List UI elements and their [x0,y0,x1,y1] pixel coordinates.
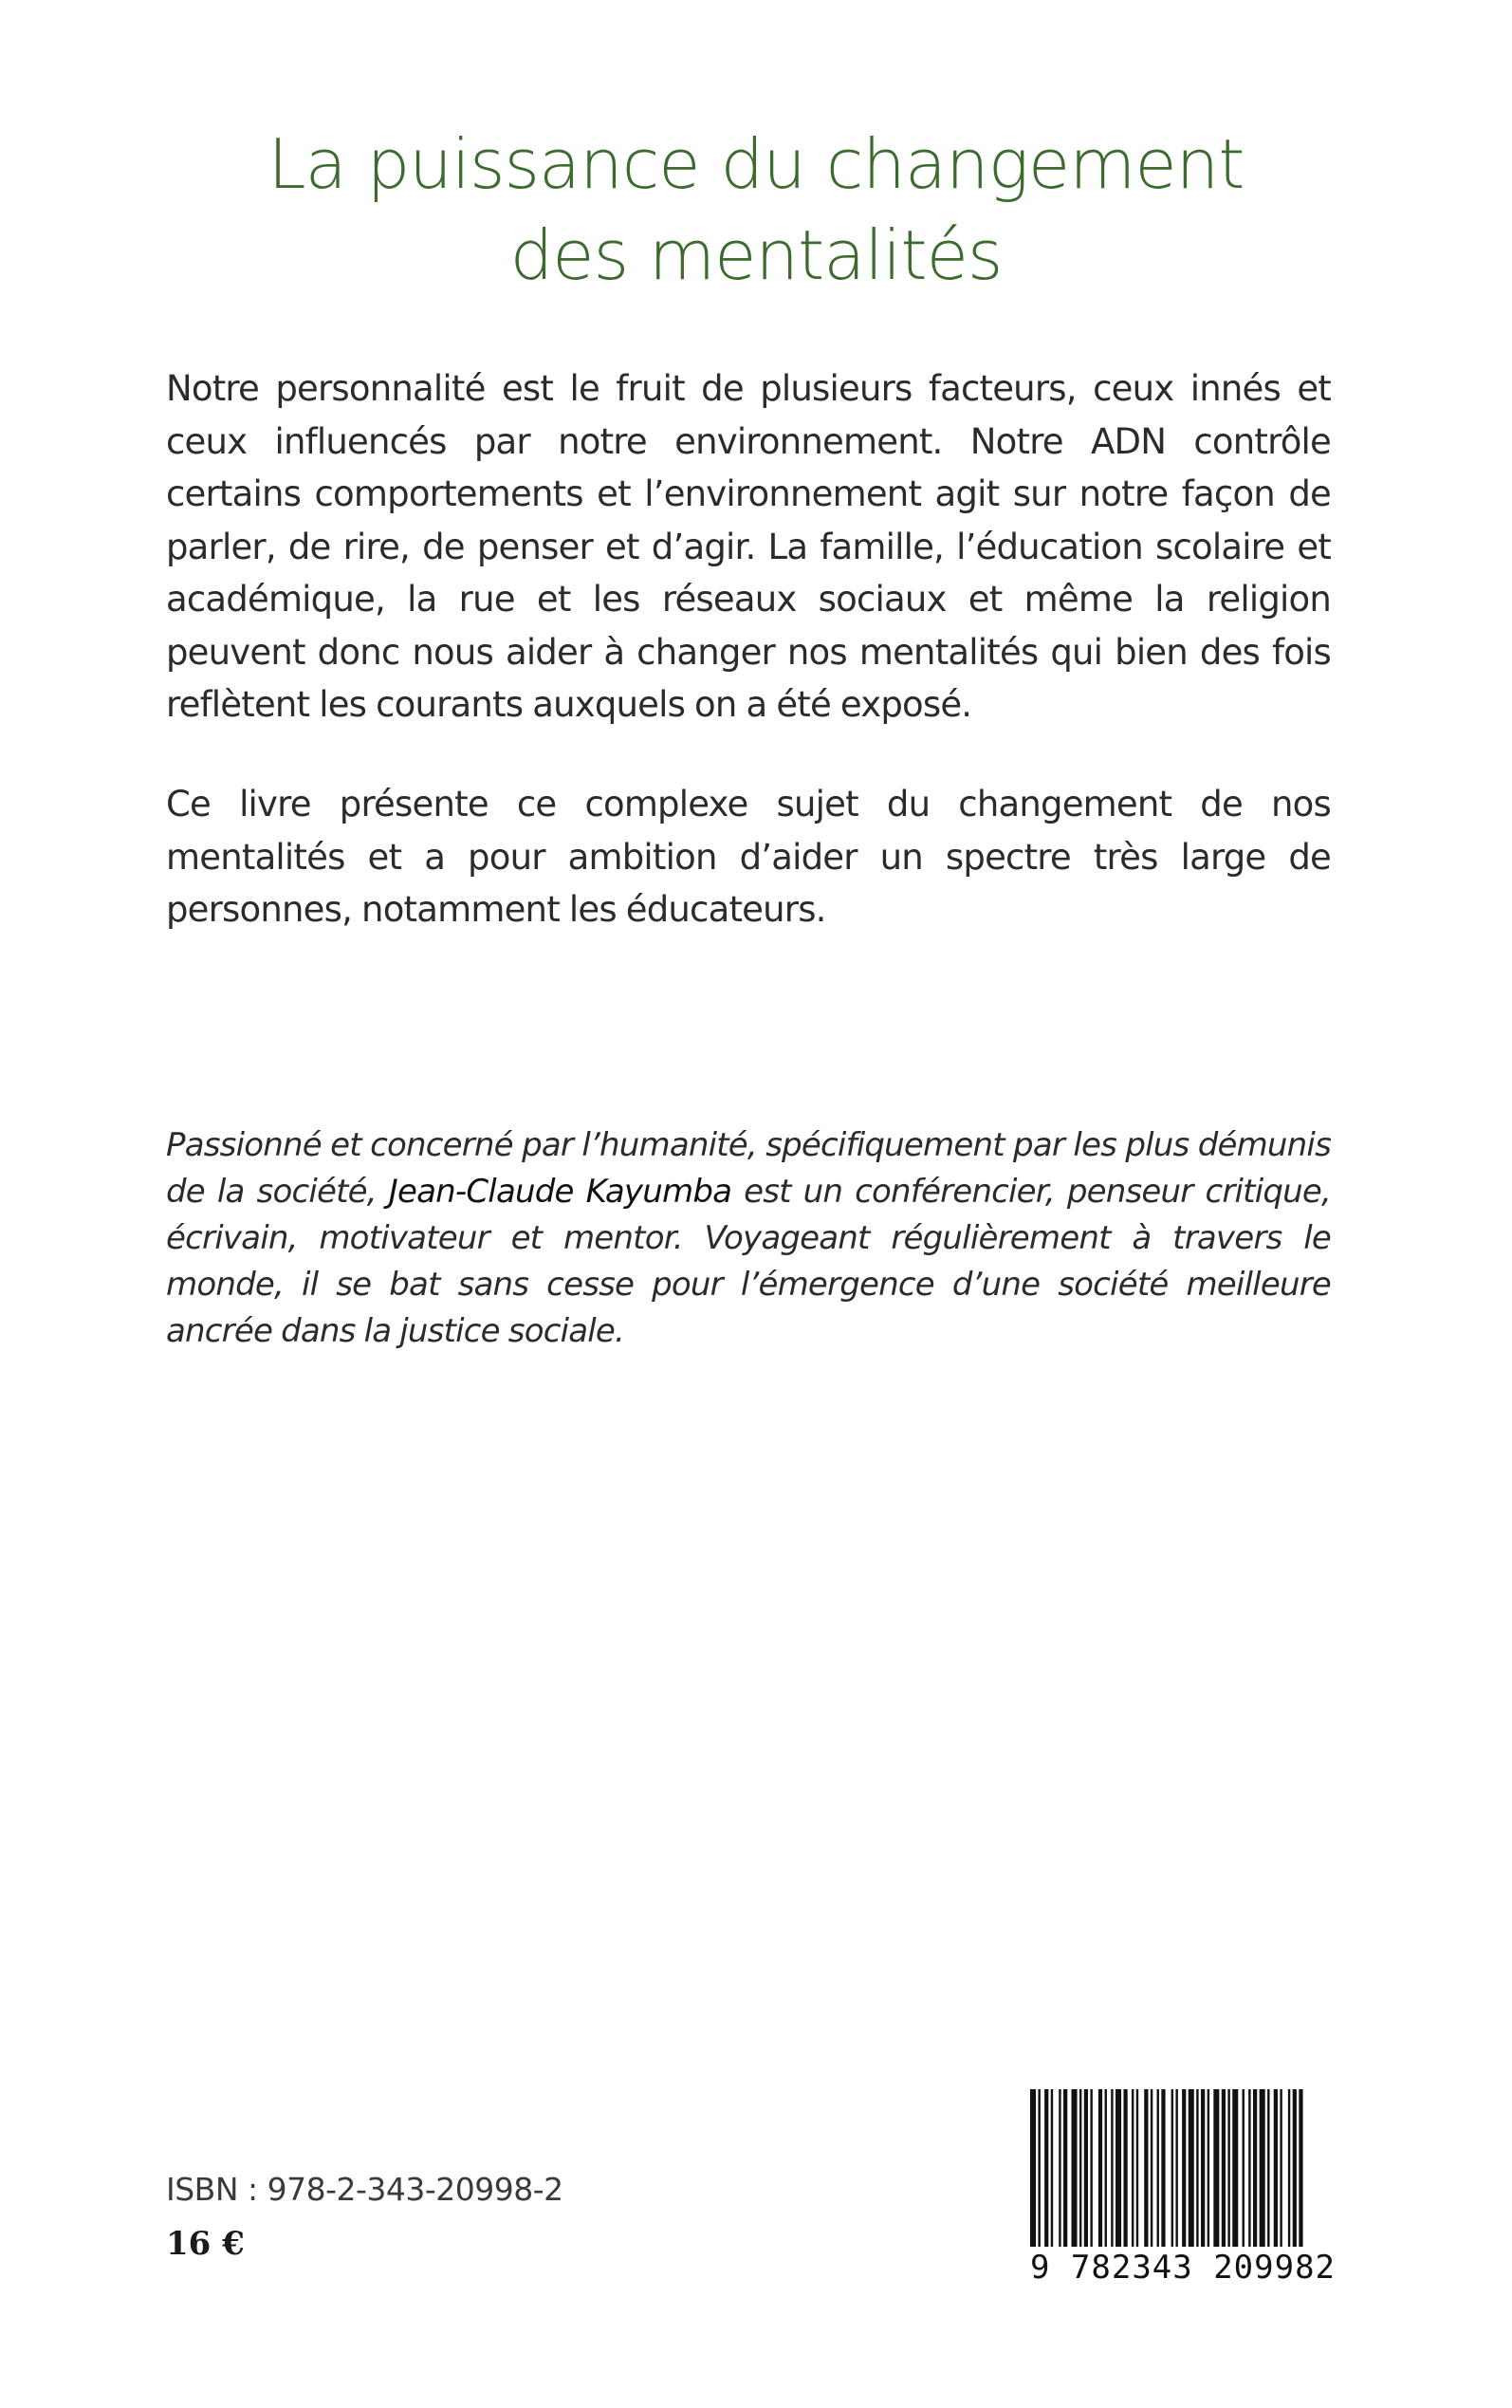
barcode-bar [1059,2089,1060,2247]
barcode-bar [1274,2089,1278,2247]
barcode-bar [1132,2089,1134,2247]
barcode-bar [1038,2089,1040,2269]
author-bio [166,1122,1331,1355]
barcode-bar [1175,2089,1177,2247]
barcode-bar [1123,2089,1127,2247]
barcode-bar [1161,2089,1165,2247]
barcode-bar [1208,2089,1209,2247]
barcode-bar [1267,2089,1269,2247]
barcode-bar [1182,2089,1186,2247]
barcode-digits: 9 782343 209982 [1026,2247,1339,2288]
barcode-bar [1248,2089,1250,2247]
author-bio-intro: Passionné et concerné par l’humanité, spécifiquement par les plus démunis de la société, [166,1126,1331,1211]
barcode-bar [1253,2089,1257,2247]
isbn-label: ISBN : 978-2-343-20998-2 [166,2171,563,2208]
barcode-bar [1136,2089,1138,2247]
barcode-bar [1116,2089,1121,2247]
barcode-bar [1157,2089,1159,2247]
barcode-bar [1079,2089,1081,2247]
barcode-bar [1063,2089,1067,2247]
barcode-bar [1232,2089,1238,2247]
barcode-bar [1030,2089,1036,2269]
barcode-bar [1111,2089,1113,2247]
barcode-bar [1044,2089,1048,2247]
book-title-line-2: des mentalités [509,215,1003,295]
barcode-bar [1151,2089,1152,2247]
barcode-bar [1090,2089,1092,2247]
barcode-bar [1072,2089,1078,2247]
barcode-bar [1299,2089,1302,2269]
barcode-bar [1144,2089,1148,2247]
barcode-bar [1260,2089,1265,2247]
barcode-bar [1213,2089,1219,2247]
barcode-bar [1288,2089,1290,2247]
barcode-bar [1222,2089,1226,2247]
barcode-bar [1293,2089,1297,2247]
author-bio-rest: est un conférencier, penseur critique, écrivain, motivateur et mentor. Voyageant régulièrement à travers le monde, il se bat sans cesse pour l’émergence d’une société meilleure ancrée dans la justice sociale. [166,1173,1331,1350]
barcode-bar [1280,2089,1282,2247]
book-title [0,119,1512,301]
barcode-bar [1084,2089,1088,2247]
barcode-bar [1098,2089,1102,2247]
barcode-bar [1243,2089,1245,2247]
barcode-bar [1201,2089,1205,2247]
price-label: 16 € [166,2225,245,2263]
summary-paragraph-2: Ce livre présente ce complexe sujet du changement de nos mentalités et a pour ambition d’aider un spectre très large de personnes, notamment les éducateurs. [166,784,1331,930]
author-name: Jean-Claude Kayumba [388,1173,732,1211]
barcode-bar [1189,2089,1194,2247]
barcode-bar [1105,2089,1107,2247]
barcode-bar [1227,2089,1229,2247]
summary-paragraph-1: Notre personnalité est le fruit de plusieurs facteurs, ceux innés et ceux influencés par notre environnement. Notre ADN contrôle certains comportements et l’environnement agit sur notre façon de parler, de rire, de penser et d’agir. La famille, l’éducation scolaire et académique, la rue et les réseaux sociaux et même la religion peuvent donc nous aider à changer nos mentalités qui bien des fois reflètent les courants auxquels on a été exposé. [166,368,1331,725]
book-title-line-1: La puissance du changement [267,124,1245,204]
barcode-bar [1051,2089,1053,2247]
barcode-bar [1171,2089,1173,2269]
barcode-bar [1196,2089,1198,2247]
